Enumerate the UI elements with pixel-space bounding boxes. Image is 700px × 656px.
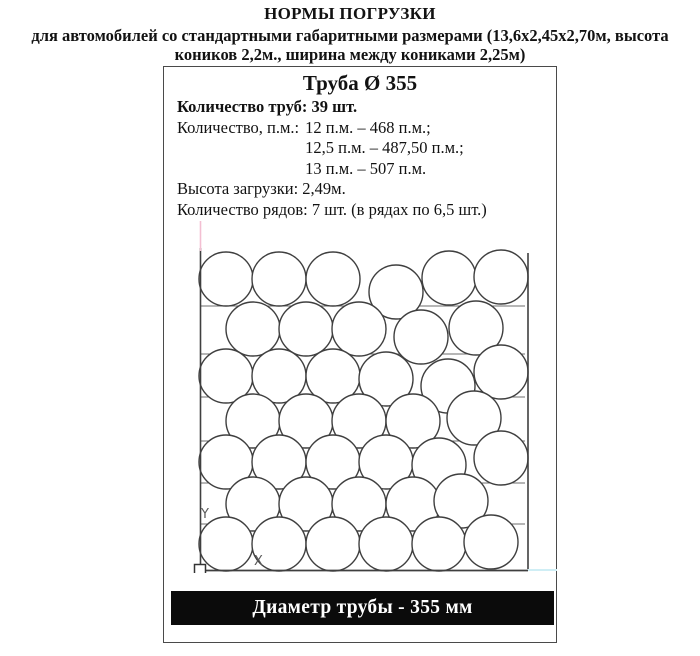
x-axis-label: X [254,554,263,569]
pipe-circles-layer [199,250,528,571]
pipe-circle [252,252,306,306]
pipe-circle [306,252,360,306]
spec-linear-meters-value: 12 п.м. – 468 п.м.; [305,117,431,137]
ucs-origin-square [195,565,206,574]
pipe-spec-title: Труба Ø 355 [302,71,418,95]
spec-linear-meters [177,118,552,180]
spec-row-count: Количество рядов: 7 шт. (в рядах по 6,5 шт.) [177,199,487,219]
y-axis-label: Y [201,507,209,522]
pipe-circle [474,431,528,485]
spec-linear-meters-values [305,118,464,180]
pipe-circle [332,302,386,356]
spec-list [177,97,552,220]
pipe-circle [474,345,528,399]
pipe-circle [474,250,528,304]
pipe-stack-diagram [186,221,558,573]
spec-linear-meters-label: Количество, п.м.: [177,117,300,137]
pipe-circle [226,302,280,356]
spec-linear-meters-value: 12,5 п.м. – 487,50 п.м.; [305,138,464,157]
pipe-circle [394,310,448,364]
spec-linear-meters-value: 13 п.м. – 507 п.м. [305,158,427,178]
pipe-circle [199,517,253,571]
pipe-circle [199,252,253,306]
page-subtitle-line1: для автомобилей со стандартными габаритными размерами (13,6х2,45х2,70м, высота [31,26,669,45]
page-header [0,4,700,64]
diameter-banner-text: Диаметр трубы - 355 мм [252,597,473,618]
page-title: НОРМЫ ПОГРУЗКИ [264,4,436,23]
pipe-circle [464,515,518,569]
diameter-banner [171,591,554,625]
pipe-circle [279,302,333,356]
pipe-circle [359,517,413,571]
spec-pipe-count: Количество труб: 39 шт. [177,97,358,116]
page-subtitle-line2: коников 2,2м., ширина между кониками 2,25м) [174,44,526,64]
spec-card [163,66,557,643]
pipe-circle [422,251,476,305]
pipe-circle [412,517,466,571]
spec-load-height: Высота загрузки: 2,49м. [177,179,346,198]
pipe-circle [306,517,360,571]
